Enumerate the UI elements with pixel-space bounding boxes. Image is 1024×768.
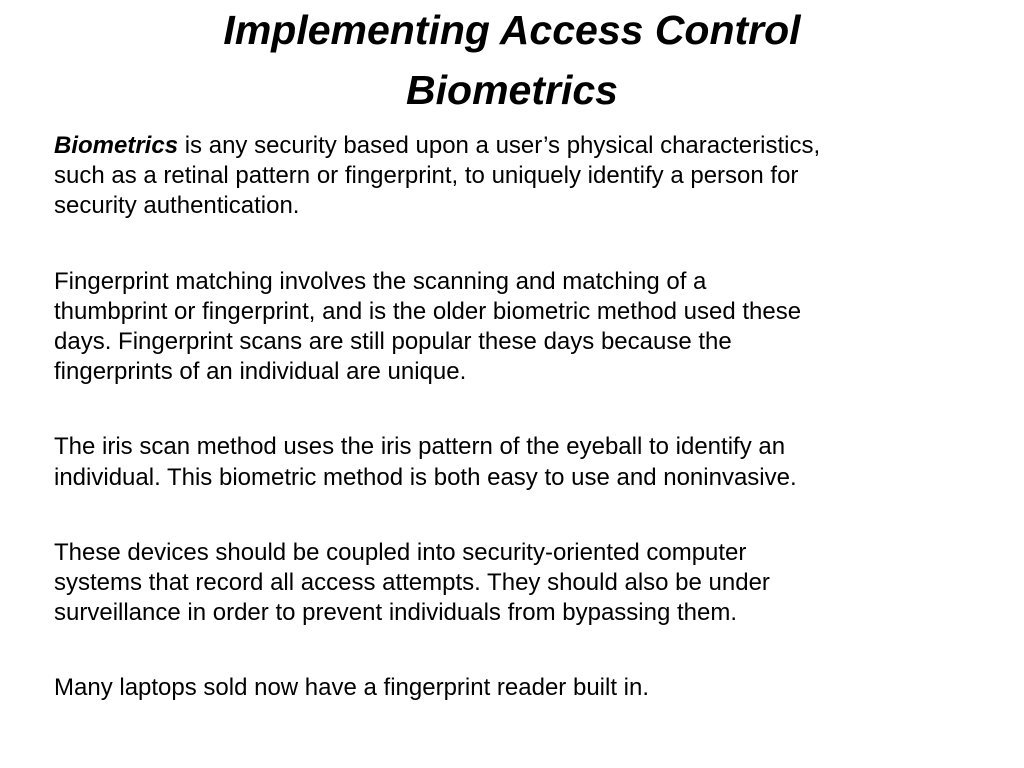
title-line-1: Implementing Access Control [223, 7, 801, 53]
paragraph-line: These devices should be coupled into security-oriented computer [54, 538, 747, 566]
paragraph-line: security authentication. [54, 192, 300, 220]
paragraph-iris-scan [54, 432, 994, 492]
paragraph-line: Fingerprint matching involves the scanning and matching of a [54, 267, 707, 295]
paragraph-line-text: is any security based upon a user’s physical characteristics, [178, 132, 821, 159]
paragraph-security-systems [54, 538, 994, 629]
paragraph-line: The iris scan method uses the iris pattern of the eyeball to identify an [54, 433, 786, 461]
paragraph-line: systems that record all access attempts. They should also be under [54, 569, 770, 597]
paragraph-line: individual. This biometric method is both easy to use and noninvasive. [54, 463, 797, 491]
paragraph-line: fingerprints of an individual are unique. [54, 358, 467, 386]
paragraph-line [54, 131, 994, 161]
paragraph-line: surveillance in order to prevent individuals from bypassing them. [54, 599, 738, 627]
slide-body [54, 131, 994, 749]
slide-title [60, 0, 964, 120]
biometrics-term: Biometrics [54, 132, 179, 159]
paragraph-biometrics-definition [54, 131, 994, 222]
paragraph-line: thumbprint or fingerprint, and is the older biometric method used these [54, 297, 802, 325]
paragraph-line: such as a retinal pattern or fingerprint, to uniquely identify a person for [54, 162, 799, 190]
paragraph-laptops [54, 673, 994, 703]
paragraph-fingerprint-matching [54, 267, 994, 388]
paragraph-line: days. Fingerprint scans are still popular these days because the [54, 328, 732, 356]
paragraph-line: Many laptops sold now have a fingerprint reader built in. [54, 674, 650, 702]
title-line-2: Biometrics [406, 67, 618, 113]
